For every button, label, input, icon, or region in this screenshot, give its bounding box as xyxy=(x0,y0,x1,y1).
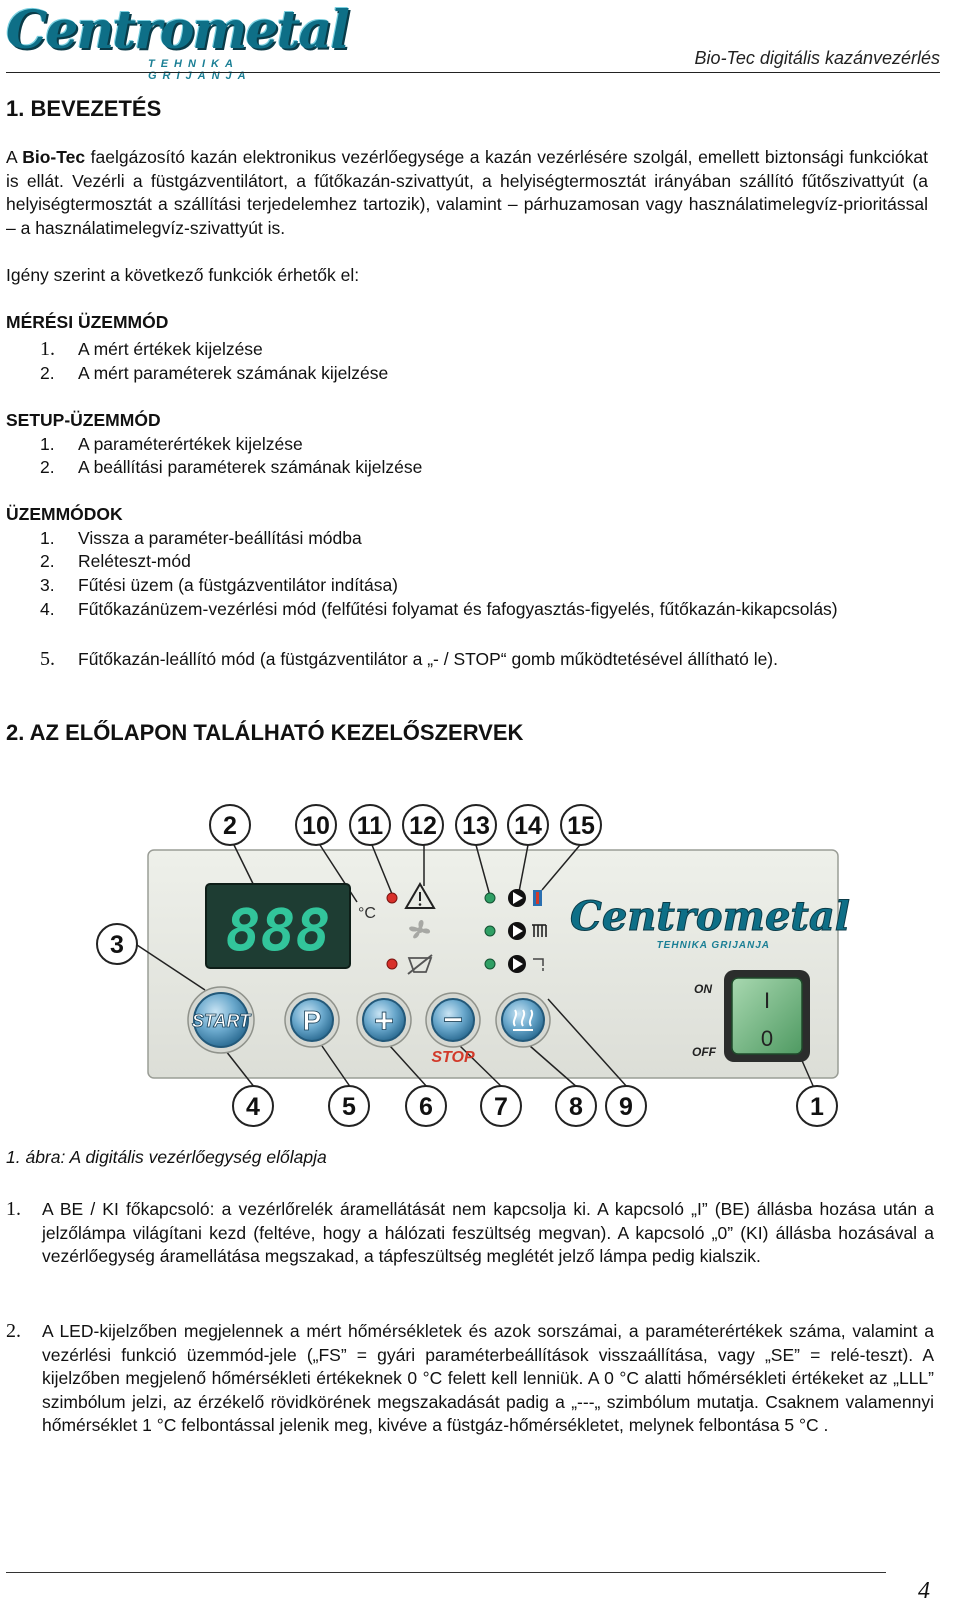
svg-text:8: 8 xyxy=(569,1093,583,1121)
list-number: 3. xyxy=(40,575,55,595)
stop-label: STOP xyxy=(431,1049,475,1066)
footer-divider xyxy=(6,1572,886,1573)
switch-on-mark: I xyxy=(763,988,771,1013)
callout-2 xyxy=(210,805,250,845)
control-panel-figure xyxy=(0,790,960,1140)
list-text: Vissza a paraméter-beállítási módba xyxy=(78,528,362,548)
display-unit: °C xyxy=(358,905,376,922)
svg-text:7: 7 xyxy=(494,1093,508,1121)
callout-8 xyxy=(556,1086,596,1126)
svg-text:1: 1 xyxy=(810,1093,824,1121)
list-text: A paraméterértékek kijelzése xyxy=(78,434,303,454)
intro-prefix: A xyxy=(6,147,23,167)
p-label: P xyxy=(302,1005,322,1036)
company-logo xyxy=(6,0,348,82)
intro-text: faelgázosító kazán elektronikus vezérlőegysége a kazán vezérlésére szolgál, emellett biztonsági funkciókat is ellát. Vezérli a füstgázventilátort, a fűtőkazán-szivattyút, a helyiségtermosztát irányában szállító fűtőszivattyút (a helyiségtermosztát a szállítási terjedelemhez tartozik), valamint – párhuzamosan vagy használatimelegvíz-prioritással – a használatimelegvíz-szivattyút is. xyxy=(6,147,928,238)
switch-off-label: OFF xyxy=(692,1045,716,1059)
display-digits: 888 xyxy=(225,896,331,964)
figure-caption: 1. ábra: A digitális vezérlőegység előlapja xyxy=(6,1147,327,1167)
list-number: 2. xyxy=(40,363,55,383)
group-title-setup: SETUP-ÜZEMMÓD xyxy=(6,410,161,430)
pump-icons xyxy=(508,889,526,973)
list-text: A mért paraméterek számának kijelzése xyxy=(78,363,389,383)
callout-9 xyxy=(606,1086,646,1126)
switch-off-mark: 0 xyxy=(760,1026,774,1051)
boiler-icon xyxy=(533,890,542,906)
page-number: 4 xyxy=(918,1578,930,1604)
functions-intro: Igény szerint a következő funkciók érhetők el: xyxy=(6,265,360,285)
svg-text:15: 15 xyxy=(567,812,595,840)
svg-text:13: 13 xyxy=(462,812,490,840)
logo-text: Centrometal xyxy=(6,0,348,61)
section-2-title: 2. AZ ELŐLAPON TALÁLHATÓ KEZELŐSZERVEK xyxy=(6,720,524,745)
callout-3 xyxy=(97,924,137,964)
heating-button[interactable] xyxy=(496,993,550,1047)
product-name: Bio-Tec xyxy=(22,147,86,167)
svg-text:12: 12 xyxy=(409,812,437,840)
callout-13 xyxy=(456,805,496,845)
svg-text:3: 3 xyxy=(110,931,124,959)
list-text: Fűtőkazán-leállító mód (a füstgázventilátor a „- / STOP“ gomb működtetésével állítható le). xyxy=(78,649,778,669)
list-text: A beállítási paraméterek számának kijelzése xyxy=(78,457,423,477)
list-number: 2. xyxy=(40,551,55,571)
description-number: 1. xyxy=(6,1198,21,1220)
header-divider xyxy=(6,72,940,73)
document-title: Bio-Tec digitális kazánvezérlés xyxy=(694,48,940,68)
list-text: A mért értékek kijelzése xyxy=(78,339,263,359)
section-1-title: 1. BEVEZETÉS xyxy=(6,96,162,121)
callout-4 xyxy=(233,1086,273,1126)
start-button[interactable] xyxy=(188,987,254,1053)
list-text: Fűtőkazánüzem-vezérlési mód (felfűtési folyamat és fafogyasztás-figyelés, fűtőkazán-kikapcsolás) xyxy=(78,599,838,619)
led-14-green xyxy=(485,926,495,936)
list-text: Reléteszt-mód xyxy=(78,551,191,571)
led-13-green xyxy=(485,893,495,903)
callout-14 xyxy=(508,805,548,845)
plus-label: + xyxy=(374,1002,394,1040)
svg-text:10: 10 xyxy=(302,812,330,840)
page-header xyxy=(0,0,960,82)
svg-text:9: 9 xyxy=(619,1093,633,1121)
group-title-modes: ÜZEMMÓDOK xyxy=(6,504,123,524)
callout-11 xyxy=(350,805,390,845)
callout-15 xyxy=(561,805,601,845)
svg-text:11: 11 xyxy=(356,812,384,840)
led-11-red xyxy=(387,959,397,969)
callout-1 xyxy=(797,1086,837,1126)
svg-text:6: 6 xyxy=(419,1093,433,1121)
start-label: START xyxy=(191,1011,251,1031)
svg-text:4: 4 xyxy=(246,1093,260,1121)
svg-text:2: 2 xyxy=(223,812,237,840)
list-number: 1. xyxy=(40,434,55,454)
list-number: 5. xyxy=(40,648,55,670)
plus-button[interactable] xyxy=(357,993,411,1047)
p-button[interactable] xyxy=(285,993,339,1047)
led-10-red xyxy=(387,893,397,903)
callout-12 xyxy=(403,805,443,845)
switch-on-label: ON xyxy=(694,982,712,996)
callout-5 xyxy=(329,1086,369,1126)
led-15-green xyxy=(485,959,495,969)
svg-text:5: 5 xyxy=(342,1093,356,1121)
list-number: 1. xyxy=(40,528,55,548)
svg-text:14: 14 xyxy=(514,812,542,840)
description-number: 2. xyxy=(6,1320,21,1342)
panel-logo-subtitle: TEHNIKA GRIJANJA xyxy=(656,940,770,951)
callout-6 xyxy=(406,1086,446,1126)
group-title-measuring: MÉRÉSI ÜZEMMÓD xyxy=(6,312,169,332)
logo-subtitle: TEHNIKA GRIJANJA xyxy=(148,58,252,82)
description-text: A BE / KI főkapcsoló: a vezérlőrelék áramellátását nem kapcsolja ki. A kapcsoló „I” (BE) állásba hozása után a jelzőlámpa világítani kezd (feltéve, hogy a hálózati feszültség megvan). A kapcsoló „0” (KI) állásba hozásával a vezérlőegység áramellátása megszakad, a tápfeszültség meglétét jelző lámpa pedig kialszik. xyxy=(42,1199,934,1266)
description-text: A LED-kijelzőben megjelennek a mért hőmérsékletek és azok sorszámai, a paraméterértékek száma, valamint a vezérlési funkció üzemmód-jele („FS” = gyári paraméterbeállítások visszaállítása, vagy „SE” = relé-teszt). A kijelzőben megjelenő hőmérsékleti értékeknek 0 °C felett kell lenniük. A 0 °C alatti hőmérsékleti értékeket az „LLL” szimbólum jelzi, az érzékelő rövidkörének megszakadását padig a „---„ szimbólum mutatja. Csaknem valamennyi hőmérséklet 1 °C felbontással jelenik meg, kivéve a füstgáz-hőmérsékletet, melynek felbontása 5 °C . xyxy=(42,1321,934,1435)
list-number: 1. xyxy=(40,338,55,360)
intro-paragraph xyxy=(6,146,928,240)
callout-10 xyxy=(296,805,336,845)
list-number: 2. xyxy=(40,457,55,477)
minus-label: − xyxy=(443,1001,463,1039)
list-number: 4. xyxy=(40,599,55,619)
minus-stop-button[interactable] xyxy=(426,993,480,1066)
list-text: Fűtési üzem (a füstgázventilátor indítása) xyxy=(78,575,399,595)
panel-logo: Centrometal xyxy=(570,893,850,940)
led-display xyxy=(206,884,376,968)
callout-7 xyxy=(481,1086,521,1126)
